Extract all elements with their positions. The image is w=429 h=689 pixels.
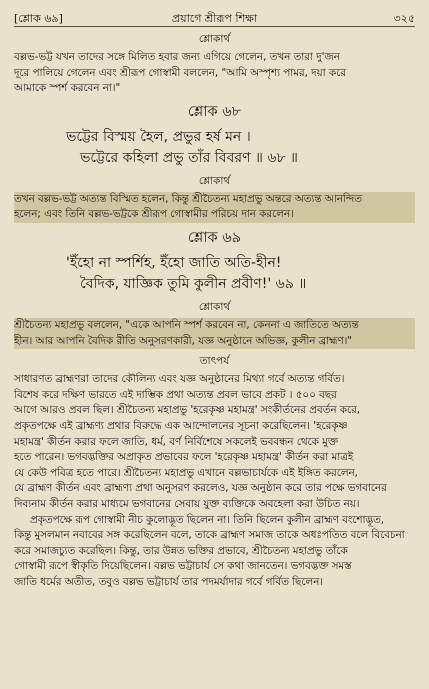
text-line: দূরে পালিয়ে গেলেন এবং শ্রীরূপ গোস্বামী বললেন, "আমি অস্পৃশ্য পামর, দয়া করে bbox=[14, 66, 346, 79]
section-label: শ্লোকার্থ bbox=[198, 174, 231, 187]
page-content bbox=[14, 32, 415, 590]
text-line: তখন বল্লভ-ভট্ট অত্যন্ত বিস্মিত হলেন, কিন্তু শ্রীচৈতন্য মহাপ্রভু অন্তরে অত্যন্ত আনন্দিত bbox=[14, 192, 415, 208]
text-line: জাতি ধর্মের অতীত, তবুও বল্লভ ভট্টাচার্য তার পদমর্যাদার গর্বে গর্বিত ছিলেন। bbox=[14, 575, 323, 588]
section-label: তাৎপর্য bbox=[199, 355, 230, 368]
translation-paragraph bbox=[14, 192, 415, 223]
purport-paragraph bbox=[14, 372, 415, 590]
text-line: ভট্টেরে কহিলা প্রভু তাঁর বিবরণ ॥ ৬৮ ॥ bbox=[80, 149, 298, 166]
text-line: প্রকৃতপক্ষে রূপ গোস্বামী নীচ কুলোদ্ভূত ছিলেন না। তিনি ছিলেন কুলীন ব্রাহ্মণ বংশোদ্ভূত, bbox=[30, 513, 385, 526]
text-line: দিব্যনাম কীর্তন করার মাধ্যমে ভগবানের সেবায় যুক্ত ব্যক্তিকে অবহেলা করা উচিত নয়। bbox=[14, 497, 360, 510]
text-line: হলেন; এবং তিনি বল্লভ-ভট্টকে শ্রীরূপ গোস্বামীর পরিচয় দান করলেন। bbox=[14, 207, 415, 223]
text-line: সাধারণত ব্রাহ্মণরা তাদের কৌলিন্য এবং যজ্ঞ অনুষ্ঠানের মিথ্যা গর্বে অত্যন্ত গর্বিত। bbox=[14, 373, 345, 386]
translation-paragraph bbox=[14, 318, 415, 349]
text-line: মহামন্ত্র' কীর্তন করার ফলে জাতি, ধর্ম, বর্ণ নির্বিশেষে সকলেই ভববন্ধন থেকে মুক্ত bbox=[14, 435, 338, 448]
text-line: আগে আরও প্রবল ছিল। শ্রীচৈতন্য মহাপ্রভু 'হরেকৃষ্ণ মহামন্ত্র' সংকীর্তনের প্রবর্তন করে, bbox=[14, 404, 361, 417]
page-number: ৩২৫ bbox=[393, 12, 415, 25]
verse-text bbox=[14, 253, 415, 295]
text-line: বৈদিক, যাজ্ঞিক তুমি কুলীন প্রবীণ!' ৬৯ ॥ bbox=[80, 275, 307, 292]
text-line: প্রকৃতপক্ষে এই ব্রাহ্মণ্য প্রথার বিরুদ্ধে এক আন্দোলনের সূচনা করেছিলেন। 'হরেকৃষ্ণ bbox=[14, 419, 348, 432]
text-line: আমাকে স্পর্শ করবেন না।" bbox=[14, 82, 121, 95]
text-line: কিন্তু মুসলমান নবাবের সঙ্গ করেছিলেন বলে, তাকে ব্রাহ্মণ সমাজ তাকে অধঃপতিত বলে বিবেচনা bbox=[14, 529, 405, 542]
text-line: হতে পারেন। ভগবদ্ভক্তির অপ্রাকৃত প্রভাবের ফলে 'হরেকৃষ্ণ মহামন্ত্র' কীর্তন করা মাত্রই bbox=[14, 451, 354, 464]
verse-number: শ্লোক ৬৯ bbox=[187, 229, 242, 246]
text-line: 'ইঁহো না স্পর্শিহ, ইঁহো জাতি অতি-হীন! bbox=[66, 254, 282, 271]
verse-text bbox=[14, 127, 415, 169]
text-line: বিশেষ করে দক্ষিণ ভারতে এই দাম্ভিক প্রথা অত্যন্ত প্রবল ভাবে প্রকট । ৫০০ বছর bbox=[14, 388, 337, 401]
text-line: যে কেউ পবিত্র হতে পারে। শ্রীচৈতন্য মহাপ্রভু এখানে বল্লভাচার্যকে এই ইঙ্গিত করলেন, bbox=[14, 466, 358, 479]
section-label: শ্লোকার্থ bbox=[198, 300, 231, 313]
text-line: যে ব্রাহ্মণ কীর্তন এবং ব্রাহ্মণ্য প্রথা অনুসরণ করলেও, যজ্ঞ অনুষ্ঠান করে তার পক্ষে ভগবানের bbox=[14, 482, 387, 495]
header-verse-ref: [শ্লোক ৬৯] bbox=[14, 12, 63, 25]
verse-number: শ্লোক ৬৮ bbox=[187, 103, 242, 120]
text-line: হীন। আর আপনি বৈদিক রীতি অনুসরণকারী, যজ্ঞ অনুষ্ঠানে অভিজ্ঞ, কুলীন ব্রাহ্মণ।" bbox=[14, 334, 415, 350]
running-header bbox=[14, 10, 415, 27]
text-line: করে সমাজচ্যুত করেছিল। কিন্তু, তার উন্নত ভক্তির প্রভাবে, শ্রীচৈতন্য মহাপ্রভু তাঁকে bbox=[14, 544, 348, 557]
text-line: গোস্বামী রূপে স্বীকৃতি দিয়েছিলেন। বল্লভ ভট্টাচার্য সে কথা জানতেন। ভগবদ্ভক্ত সমস্ত bbox=[14, 560, 352, 573]
translation-paragraph bbox=[14, 50, 415, 97]
text-line: ভট্টের বিস্ময় হৈল, প্রভুর হর্ষ মন । bbox=[66, 128, 251, 145]
header-chapter-title: প্রয়াগে শ্রীরূপ শিক্ষা bbox=[171, 12, 258, 25]
text-line: বল্লভ-ভট্ট যখন তাদের সঙ্গে মিলিত হবার জন্য এগিয়ে গেলেন, তখন তারা দু'জন bbox=[14, 51, 340, 63]
text-line: শ্রীচৈতন্য মহাপ্রভু বললেন, "একে আপনি স্পর্শ করবেন না, কেননা এ জাতিতে অত্যন্ত bbox=[14, 318, 415, 334]
section-label: শ্লোকার্থ bbox=[198, 33, 231, 45]
